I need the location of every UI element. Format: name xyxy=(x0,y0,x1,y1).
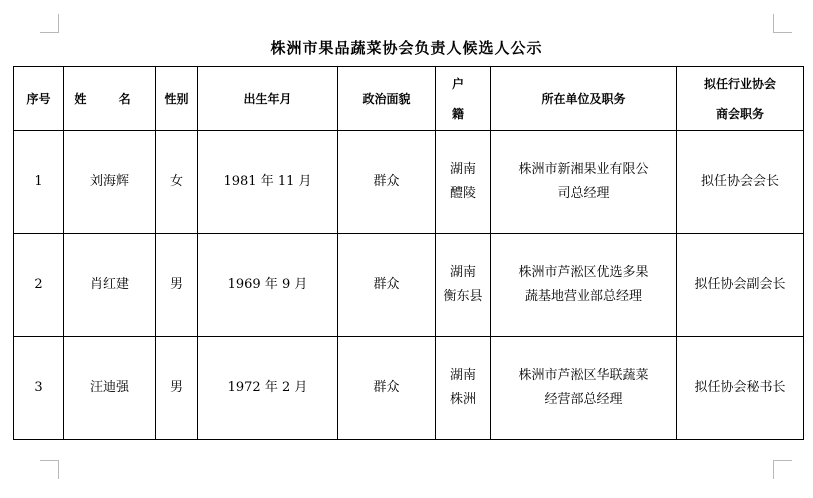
table-row xyxy=(14,337,804,440)
table-header-row xyxy=(14,67,804,131)
header-role-line1: 拟任行业协会 xyxy=(703,76,776,91)
cell-employer xyxy=(491,234,677,337)
cell-hukou-line1: 湖南 xyxy=(449,368,476,383)
candidate-table xyxy=(13,66,804,440)
document-title: 株洲市果品蔬菜协会负责人候选人公示 xyxy=(270,39,543,57)
header-hukou-text: 户 籍 xyxy=(451,76,474,121)
cell-name: 肖红建 xyxy=(64,234,156,337)
cell-employer-line2: 经营部总经理 xyxy=(544,392,623,407)
cell-hukou-line2: 衡东县 xyxy=(443,289,483,304)
page-corner-mark-bottom-left xyxy=(40,460,59,479)
cell-role: 拟任协会会长 xyxy=(677,131,804,234)
cell-gender: 男 xyxy=(156,234,198,337)
cell-hukou-line1: 湖南 xyxy=(449,162,476,177)
table-row xyxy=(14,131,804,234)
cell-index: 2 xyxy=(14,234,64,337)
cell-political: 群众 xyxy=(338,131,436,234)
cell-gender: 女 xyxy=(156,131,198,234)
table-row xyxy=(14,234,804,337)
cell-birth: 1972 年 2 月 xyxy=(198,337,338,440)
cell-birth: 1981 年 11 月 xyxy=(198,131,338,234)
cell-role: 拟任协会副会长 xyxy=(677,234,804,337)
cell-hukou-line2: 株洲 xyxy=(449,392,476,407)
cell-employer xyxy=(491,131,677,234)
header-political: 政治面貌 xyxy=(338,67,436,131)
cell-employer-line2: 司总经理 xyxy=(557,186,610,201)
header-role-line2: 商会职务 xyxy=(715,106,764,121)
cell-birth: 1969 年 9 月 xyxy=(198,234,338,337)
header-index: 序号 xyxy=(14,67,64,131)
cell-employer-line1: 株洲市芦淞区华联蔬菜 xyxy=(518,368,649,383)
cell-hukou-line1: 湖南 xyxy=(449,265,476,280)
header-birth: 出生年月 xyxy=(198,67,338,131)
cell-index: 3 xyxy=(14,337,64,440)
page-corner-mark-top-left xyxy=(40,14,59,33)
page-corner-mark-top-right xyxy=(773,14,792,33)
header-hukou xyxy=(436,67,491,131)
cell-hukou xyxy=(436,131,491,234)
header-employer: 所在单位及职务 xyxy=(491,67,677,131)
cell-hukou xyxy=(436,337,491,440)
cell-role: 拟任协会秘书长 xyxy=(677,337,804,440)
cell-hukou-line2: 醴陵 xyxy=(449,186,476,201)
cell-employer-line2: 蔬基地营业部总经理 xyxy=(524,289,642,304)
cell-employer-line1: 株洲市新湘果业有限公 xyxy=(518,162,649,177)
cell-index: 1 xyxy=(14,131,64,234)
cell-employer xyxy=(491,337,677,440)
header-name-text: 姓 名 xyxy=(74,91,145,106)
cell-employer-line1: 株洲市芦淞区优选多果 xyxy=(518,265,649,280)
header-gender: 性别 xyxy=(156,67,198,131)
cell-name: 刘海辉 xyxy=(64,131,156,234)
page-corner-mark-bottom-right xyxy=(773,460,792,479)
cell-name: 汪迪强 xyxy=(64,337,156,440)
cell-political: 群众 xyxy=(338,337,436,440)
cell-hukou xyxy=(436,234,491,337)
cell-political: 群众 xyxy=(338,234,436,337)
header-name xyxy=(64,67,156,131)
cell-gender: 男 xyxy=(156,337,198,440)
header-role xyxy=(677,67,804,131)
